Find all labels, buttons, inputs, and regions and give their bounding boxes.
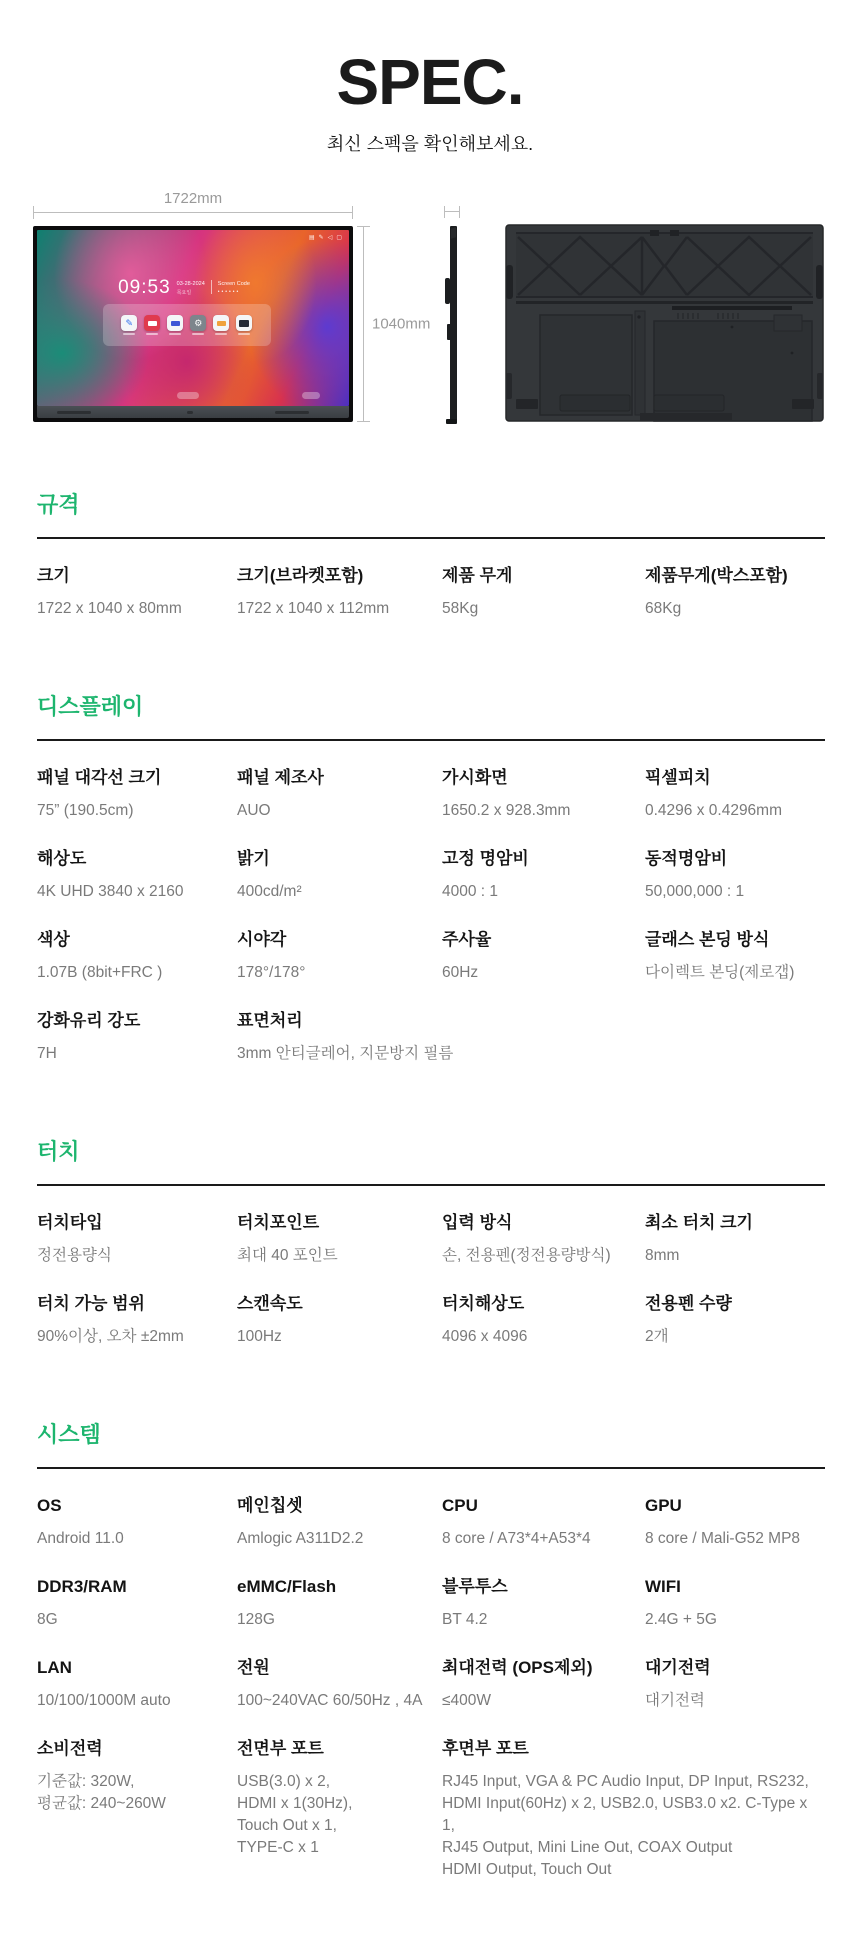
spec-label: 터치 가능 범위 [37,1294,145,1313]
spec-label: OS [37,1496,62,1515]
spec-value: 7H [37,1045,57,1062]
spec-value: 75” (190.5cm) [37,802,134,819]
page-subtitle: 최신 스펙을 확인해보세요. [326,134,534,154]
back-panel-graphic [502,223,827,423]
section-divider [37,1467,825,1469]
spec-item [37,1293,237,1348]
spec-item [442,767,645,822]
spec-value: 8G [37,1611,58,1628]
section-divider [37,739,825,741]
spec-label: 터치포인트 [237,1213,320,1232]
spec-label: 터치타입 [37,1213,103,1232]
spec-item [442,929,645,984]
spec-value: 10/100/1000M auto [37,1692,171,1709]
spec-label: 전용펜 수량 [645,1294,732,1313]
whiteboard-app-icon: ✎ [121,315,137,331]
spec-value: Android 11.0 [37,1530,124,1547]
spec-item [37,1657,237,1712]
spec-item [645,848,825,903]
spec-value: 4096 x 4096 [442,1328,528,1345]
spec-label: 스캔속도 [237,1294,303,1313]
front-view-display [33,226,353,422]
spec-value: 4000 : 1 [442,883,499,900]
spec-item [237,767,442,822]
spec-value: 3mm 안티글레어, 지문방지 필름 [237,1045,454,1062]
spec-value: AUO [237,802,271,819]
spec-value: 8 core / Mali-G52 MP8 [645,1530,801,1547]
spec-item [37,1495,237,1550]
guide-app-icon-wrap [167,315,183,335]
screen-button-pill [177,392,199,399]
spec-row [37,767,825,822]
spec-value: RJ45 Input, VGA & PC Audio Input, DP Input, RS232, HDMI Input(60Hz) x 2, USB2.0, USB3.0 x2. C-Type x 1, RJ45 Output, Mini Line Out, COAX Output HDMI Output, Touch Out [442,1773,809,1878]
spec-label: 색상 [37,930,70,949]
spec-label: 제품무게(박스포함) [645,566,788,585]
spec-section [37,488,825,620]
spec-label: 터치해상도 [442,1294,525,1313]
spec-value: 2.4G + 5G [645,1611,717,1628]
settings-app-icon: ⚙ [190,315,206,331]
guide-app-icon [167,315,183,331]
whiteboard-app-icon-label [123,333,135,335]
spec-value: 68Kg [645,600,682,617]
spec-label: 최대전력 (OPS제외) [442,1658,593,1677]
spec-label: 패널 대각선 크기 [37,768,162,787]
spec-value: 1722 x 1040 x 112mm [237,600,390,617]
spec-label: 밝기 [237,849,270,868]
spec-row [37,848,825,903]
spec-value: 기준값: 320W, 평균값: 240~260W [37,1773,166,1812]
spec-item [37,1212,237,1267]
spec-label: DDR3/RAM [37,1577,127,1596]
spec-value: Amlogic A311D2.2 [237,1530,364,1547]
spec-label: CPU [442,1496,478,1515]
depth-dimension-bracket [444,206,460,218]
file-app-icon-wrap [213,315,229,335]
spec-label: 소비전력 [37,1739,103,1758]
width-dimension [33,190,353,213]
settings-app-icon-wrap [190,315,206,335]
grid-icon: ▤ [309,235,315,241]
spec-item [442,848,645,903]
product-images [0,190,860,428]
spec-row [37,1293,825,1348]
spec-label: 표면처리 [237,1011,303,1030]
spec-value: 8mm [645,1247,680,1264]
pen-icon: ✎ [318,235,324,241]
spec-value: 1722 x 1040 x 80mm [37,600,182,617]
spec-item [442,1495,645,1550]
spec-label: LAN [37,1658,72,1677]
guide-app-icon-label [169,333,181,335]
screen-code-dots: •••••• [217,288,241,295]
spec-row [37,929,825,984]
spec-value: 50,000,000 : 1 [645,883,745,900]
spec-value: ≤400W [442,1692,491,1709]
spec-value: 1.07B (8bit+FRC ) [37,964,163,981]
spec-label: 최소 터치 크기 [645,1213,753,1232]
height-dimension-label: 1040mm [372,315,431,333]
welcome-app-icon-label [146,333,158,335]
spec-label: 입력 방식 [442,1213,513,1232]
spec-item [442,1293,645,1348]
spec-item [37,1576,237,1631]
spec-item [645,767,825,822]
mirroring-app-icon [236,315,252,331]
screen-status-icons [309,235,342,241]
spec-value: 100~240VAC 60/50Hz , 4A [237,1692,423,1709]
section-title: 디스플레이 [37,694,144,719]
spec-section [37,690,825,1065]
spec-label: 동적명암비 [645,849,728,868]
spec-label: 시야각 [237,930,287,949]
width-dimension-line [33,212,353,213]
spec-item [237,1657,442,1712]
spec-item [37,848,237,903]
spec-label: 픽셀피치 [645,768,711,787]
spec-section [37,1418,825,1881]
welcome-app-icon-wrap [144,315,160,335]
spec-row [37,1495,825,1550]
screen-app-dock [103,304,271,346]
spec-item [442,1212,645,1267]
spec-value: 90%이상, 오차 ±2mm [37,1328,184,1345]
mirroring-app-icon-wrap [236,315,252,335]
spec-row [37,1212,825,1267]
spec-value: 대기전력 [645,1692,705,1709]
spec-value: 8 core / A73*4+A53*4 [442,1530,591,1547]
spec-value: 다이렉트 본딩(제로갭) [645,964,795,981]
spec-label: 패널 제조사 [237,768,324,787]
spec-label: 블루투스 [442,1577,508,1596]
file-app-icon-glyph [217,321,226,326]
spec-value: 최대 40 포인트 [237,1247,338,1264]
display-screen [37,230,349,406]
spec-label: eMMC/Flash [237,1577,337,1596]
spec-label: WIFI [645,1577,681,1596]
spec-item [237,1495,442,1550]
spec-value: 0.4296 x 0.4296mm [645,802,783,819]
spec-label: 후면부 포트 [442,1739,529,1758]
spec-item [237,848,442,903]
spec-item [37,767,237,822]
spec-row [37,1010,825,1065]
spec-sections [37,488,825,1881]
spec-label: 대기전력 [645,1658,711,1677]
spec-item [645,565,825,620]
screen-date-area [177,278,205,296]
hero [0,0,860,156]
spec-label: 메인칩셋 [237,1496,303,1515]
spec-value: 178°/178° [237,964,306,981]
spec-item [37,929,237,984]
spec-item [37,1738,237,1881]
spec-item [237,1576,442,1631]
spec-label: 크기(브라켓포함) [237,566,364,585]
spec-value: 128G [237,1611,275,1628]
display-bottom-bezel [37,406,349,418]
spec-item [442,565,645,620]
spec-label: 전면부 포트 [237,1739,324,1758]
spec-value: BT 4.2 [442,1611,488,1628]
mirroring-app-icon-glyph [239,320,249,327]
spec-label: 고정 명암비 [442,849,529,868]
spec-item [442,1738,825,1881]
spec-row [37,565,825,620]
spec-item [237,565,442,620]
screen-clock: 09:53 [118,276,171,298]
section-title: 시스템 [37,1422,101,1447]
mirroring-app-icon-label [238,333,250,335]
whiteboard-app-icon-wrap [121,315,137,335]
page-title: SPEC. [336,46,524,118]
spec-label: 크기 [37,566,70,585]
spec-item [442,1576,645,1631]
spec-label: 해상도 [37,849,87,868]
height-dimension [363,226,443,422]
spec-item [645,1293,825,1348]
spec-item [237,1293,442,1348]
spec-item [237,929,442,984]
spec-value: USB(3.0) x 2, HDMI x 1(30Hz), Touch Out x 1, TYPE-C x 1 [237,1773,353,1856]
welcome-app-icon-glyph [148,321,157,326]
spec-item [237,1212,442,1267]
screen-date: 03-28-2024 [176,280,205,287]
spec-value: 58Kg [442,600,479,617]
width-dimension-label: 1722mm [163,190,223,207]
spec-label: 제품 무게 [442,566,513,585]
spec-value: 2개 [645,1328,669,1345]
spec-section [37,1135,825,1348]
spec-value: 손, 전용펜(정전용량방식) [442,1247,611,1264]
spec-label: 주사율 [442,930,492,949]
spec-value: 400cd/m² [237,883,302,900]
spec-item [645,1495,825,1550]
spec-value: 100Hz [237,1328,282,1345]
spec-item [37,1010,237,1065]
spec-row [37,1576,825,1631]
spec-item [645,1657,825,1712]
file-app-icon-label [215,333,227,335]
spec-label: 글래스 본딩 방식 [645,930,770,949]
spec-label: 가시화면 [442,768,508,787]
side-view-display [444,226,460,422]
spec-item [645,1212,825,1267]
back-view-display [502,223,827,423]
section-divider [37,537,825,539]
spec-item [645,929,825,984]
section-divider [37,1184,825,1186]
spec-label: 강화유리 강도 [37,1011,141,1030]
guide-app-icon-glyph [171,321,180,326]
file-app-icon [213,315,229,331]
spec-value: 1650.2 x 928.3mm [442,802,571,819]
spec-item [237,1738,442,1881]
spec-value: 60Hz [442,964,479,981]
spec-label: 전원 [237,1658,270,1677]
window-icon: ▢ [336,235,342,241]
welcome-app-icon [144,315,160,331]
spec-item [37,565,237,620]
spec-value: 정전용량식 [37,1247,112,1264]
section-title: 터치 [37,1139,80,1164]
screen-clock-area [118,278,250,297]
screen-button-pill [302,392,320,399]
spec-row [37,1738,825,1881]
spec-label: GPU [645,1496,682,1515]
back-icon: ◁ [327,235,333,241]
spec-item [645,1576,825,1631]
section-title: 규격 [37,492,80,517]
spec-row [37,1657,825,1712]
screen-code-label: Screen Code [217,280,250,287]
height-dimension-line [363,226,364,422]
screen-clock-divider [211,280,212,294]
spec-item [442,1657,645,1712]
settings-app-icon-label [192,333,204,335]
screen-code-area [218,278,250,295]
spec-value: 4K UHD 3840 x 2160 [37,883,184,900]
screen-day: 목요일 [176,289,192,296]
spec-item [237,1010,825,1065]
